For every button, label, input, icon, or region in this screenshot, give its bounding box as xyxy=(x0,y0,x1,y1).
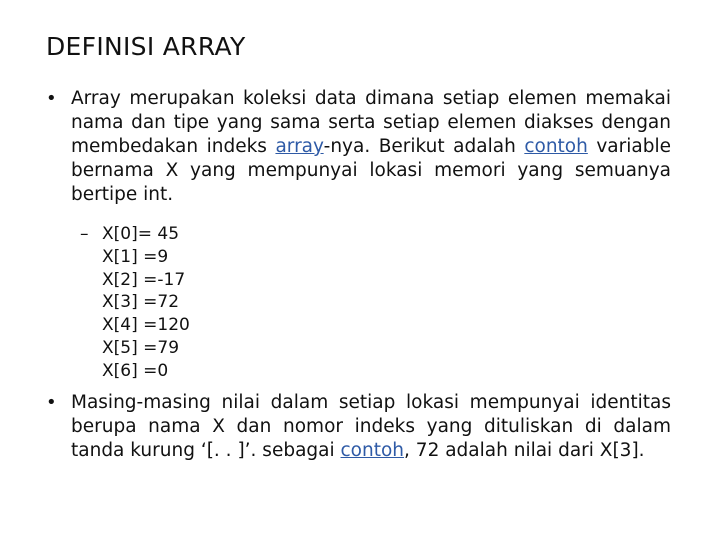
list-item: X[1] =9 xyxy=(102,246,169,267)
bullet-marker: • xyxy=(46,392,57,413)
bullet-1-text xyxy=(71,87,671,209)
list-item: X[6] =0 xyxy=(102,360,169,381)
list-item: X[0]= 45 xyxy=(102,224,180,244)
array-link[interactable]: array xyxy=(275,136,324,157)
list-item: X[2] =-17 xyxy=(102,269,186,290)
bullet-1-text-c: variable bernama X yang mempunyai lokasi memori yang semuanya bertipe int. xyxy=(71,136,671,205)
contoh-link-2[interactable]: contoh xyxy=(340,440,405,461)
slide-title: DEFINISI ARRAY xyxy=(46,32,246,61)
list-item: X[3] =72 xyxy=(102,292,180,313)
bullet-2-text xyxy=(71,391,671,491)
bullet-2-text-b: , 72 adalah nilai dari X[3]. xyxy=(404,440,645,461)
dash-marker: – xyxy=(80,224,89,244)
bullet-2-text-a: Masing-masing nilai dalam setiap lokasi mempunyai identitas berupa nama X dan nomor indeks yang dituliskan di dalam tanda kurung ‘[. . ]’. sebagai xyxy=(71,392,671,461)
contoh-link-1[interactable]: contoh xyxy=(524,136,588,157)
array-values-list xyxy=(102,223,262,383)
bullet-1-text-b: -nya. Berikut adalah xyxy=(323,136,525,157)
list-item: X[5] =79 xyxy=(102,337,180,358)
list-item: X[4] =120 xyxy=(102,315,190,336)
bullet-1-text-a: Array merupakan koleksi data dimana setiap elemen memakai nama dan tipe yang sama serta setiap elemen diakses dengan membedakan indeks xyxy=(71,88,671,157)
bullet-marker: • xyxy=(46,88,57,109)
